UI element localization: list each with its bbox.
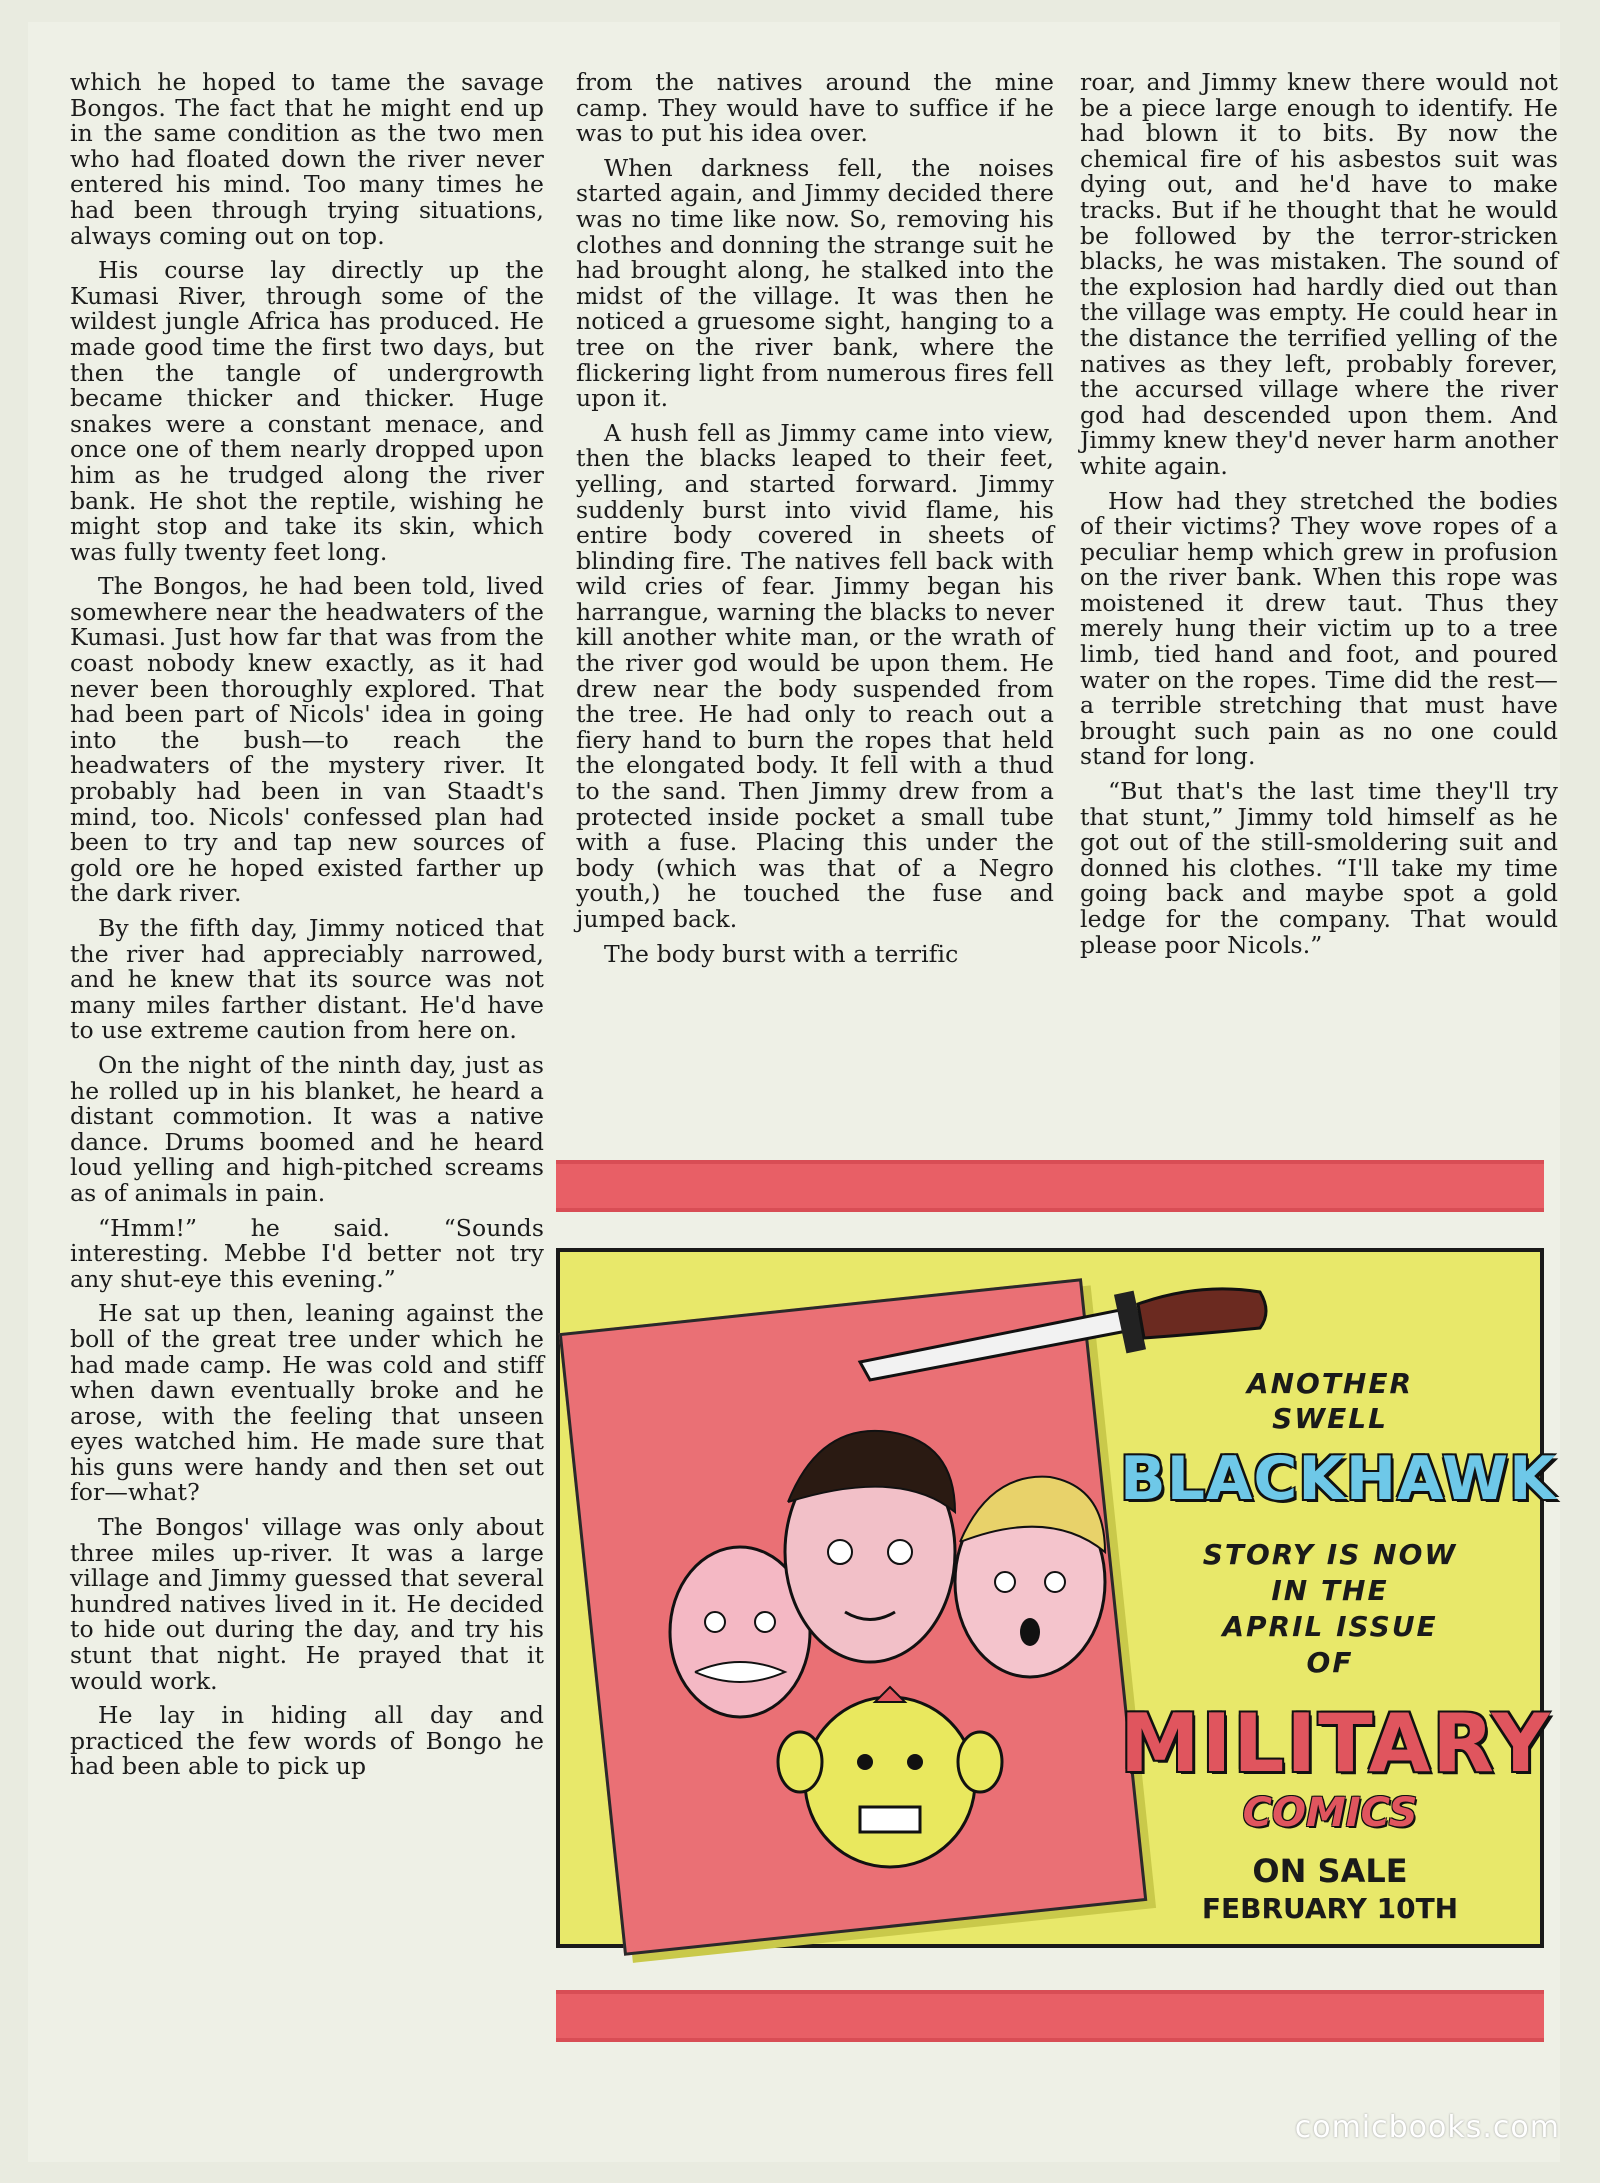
face-icon (785, 1431, 955, 1662)
ad-title-comics: COMICS (1242, 1790, 1418, 1836)
paragraph: from the natives around the mine camp. They would have to suffice if he was to put his idea over. (576, 68, 1054, 148)
ad-text-in-the: IN THE (1271, 1574, 1389, 1607)
ad-title-blackhawk: BLACKHAWK (1120, 1444, 1557, 1514)
ad-text-swell: SWELL (1272, 1402, 1388, 1435)
ad-title-military: MILITARY (1120, 1697, 1552, 1790)
paragraph: He sat up then, leaning against the boll of the great tree under which he had made camp. He was cold and stiff when dawn eventually broke and he arose, with the feeling that unseen eyes watched him. He made sure that his guns were handy and then set out for—what? (70, 1299, 544, 1507)
article-column-3 (1080, 70, 1558, 967)
red-divider-band-bottom (556, 1990, 1544, 2042)
paragraph: By the fifth day, Jimmy noticed that the river had appreciably narrowed, and he knew that its source was not many miles farther distant. He'd have to use extreme caution from here on. (70, 914, 544, 1045)
paragraph: When darkness fell, the noises started again, and Jimmy decided there was no time like now. So, removing his clothes and donning the strange suit he had brought along, he stalked into the midst of the village. It was then he noticed a gruesome sight, hanging to a tree on the river bank, where the flickering light from numerous fires fell upon it. (576, 153, 1054, 413)
paragraph: The Bongos' village was only about three miles up-river. It was a large village and Jimmy guessed that several hundred natives lived in it. He decided to hide out during the day, and try his stunt that night. He prayed that it would work. (70, 1513, 544, 1695)
paragraph: which he hoped to tame the savage Bongos. The fact that he might end up in the same condition as the two men who had floated down the river never entered his mind. Too many times he had been through trying situations, always coming out on top. (70, 68, 544, 250)
paragraph: “But that's the last time they'll try that stunt,” Jimmy told himself as he got out of the still-smoldering suit and donned his clothes. “I'll take my time going back and maybe spot a gold ledge for the company. That would please poor Nicols.” (1080, 777, 1558, 959)
face-icon (955, 1477, 1105, 1677)
ad-text-april-issue: APRIL ISSUE (1222, 1610, 1438, 1643)
red-divider-band-top (556, 1160, 1544, 1212)
paragraph: A hush fell as Jimmy came into view, then the blacks leaped to their feet, yelling, and started forward. Jimmy suddenly burst into vivid flame, his entire body covered in sheets of blinding fire. The natives fell back with wild cries of fear. Jimmy began his harrangue, warning the blacks to never kill another white man, or the wrath of the river god would be upon them. He drew near the body suspended from the tree. He had only to reach out a fiery hand to burn the ropes that held the elongated body. It fell with a thud to the sand. Then Jimmy drew from a protected inside pocket a small tube with a fuse. Placing this under the body (which was that of a Negro youth,) he touched the fuse and jumped back. (576, 418, 1054, 933)
ad-text-date: FEBRUARY 10TH (1201, 1892, 1459, 1925)
paragraph: “Hmm!” he said. “Sounds interesting. Mebbe I'd better not try any shut-eye this evening.” (70, 1213, 544, 1293)
paragraph: On the night of the ninth day, just as he rolled up in his blanket, he heard a distant commotion. It was a native dance. Drums boomed and he heard loud yelling and high-pitched screams as of animals in pain. (70, 1050, 544, 1207)
article-column-1 (70, 70, 544, 1789)
paragraph: roar, and Jimmy knew there would not be a piece large enough to identify. He had blown it to bits. By now the chemical fire of his asbestos suit was dying out, and he'd have to make tracks. But if he thought that he would be followed by the terror-stricken blacks, he was mistaken. The sound of the explosion had hardly died out than the village was empty. He could hear in the distance the terrified yelling of the natives as they left, probably forever, the accursed village where the river god had descended upon them. And Jimmy knew they'd never harm another white again. (1080, 68, 1558, 480)
ad-text-of: OF (1306, 1646, 1354, 1679)
paragraph: The Bongos, he had been told, lived somewhere near the headwaters of the Kumasi. Just how far that was from the coast nobody knew exactly, as it had never been thoroughly explored. That had been part of Nicols' idea in going into the bush—to reach the headwaters of the mystery river. It probably had been in van Staadt's mind, too. Nicols' confessed plan had been to try and tap new sources of gold ore he hoped existed farther up the dark river. (70, 572, 544, 908)
paragraph: His course lay directly up the Kumasi River, through some of the wildest jungle Africa has produced. He made good time the first two days, but then the tangle of undergrowth became thicker and thicker. Huge snakes were a constant menace, and once one of them nearly dropped upon him as he trudged along the river bank. He shot the reptile, wishing he might stop and take its skin, which was fully twenty feet long. (70, 256, 544, 566)
ad-text-story: STORY IS NOW (1202, 1538, 1458, 1571)
paragraph: He lay in hiding all day and practiced the few words of Bongo he had been able to pick up (70, 1701, 544, 1781)
face-icon (778, 1687, 1002, 1867)
blackhawk-advertisement (556, 1248, 1557, 1948)
ad-text-on-sale: ON SALE (1252, 1852, 1408, 1890)
site-watermark: comicbooks.com (1294, 2110, 1560, 2145)
paragraph: The body burst with a terrific (604, 939, 959, 968)
article-column-2 (576, 70, 1054, 976)
ad-text-another: ANOTHER (1246, 1367, 1414, 1400)
paragraph: How had they stretched the bodies of their victims? They wove ropes of a peculiar hemp which grew in profusion on the river bank. When this rope was moistened it drew taut. Thus they merely hung their victim up to a tree limb, tied hand and foot, and poured water on the ropes. Time did the rest—a terrible stretching that must have brought such pain as no one could stand for long. (1080, 486, 1558, 771)
